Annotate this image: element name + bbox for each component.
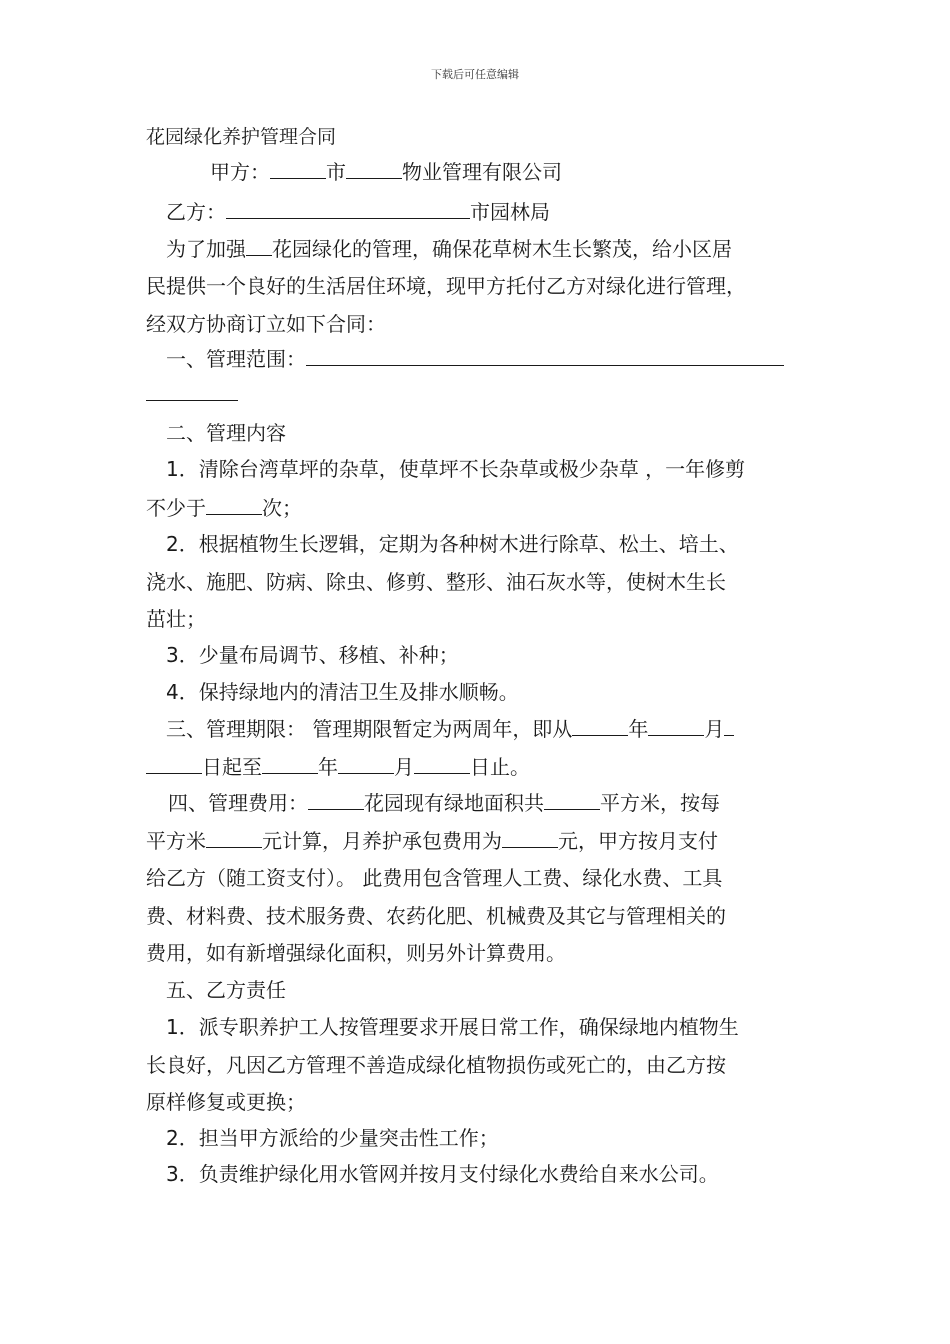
- section-4-line-5: 费用，如有新增强绿化面积，则另外计算费用。: [146, 941, 566, 965]
- blank-underline: [206, 827, 262, 848]
- section-text: 元，甲方按月支付: [558, 829, 718, 853]
- section-2-item-4: 4．保持绿地内的清洁卫生及排水顺畅。: [166, 680, 519, 704]
- blank-underline: [262, 753, 318, 774]
- section-5-item-1b: 长良好，凡因乙方管理不善造成绿化植物损伤或死亡的，由乙方按: [146, 1053, 726, 1077]
- section-text: 月: [394, 755, 414, 779]
- section-4-line-4: 费、材料费、技术服务费、农药化肥、机械费及其它与管理相关的: [146, 904, 726, 928]
- blank-underline: [544, 789, 600, 810]
- blank-underline: [346, 158, 402, 179]
- party-a-city: 市: [326, 160, 346, 184]
- intro-line-1: [166, 235, 846, 261]
- section-2-item-3: 3．少量布局调节、移植、补种；: [166, 643, 459, 667]
- section-2-item-2c: 茁壮；: [146, 607, 206, 631]
- section-5-item-1a: 1．派专职养护工人按管理要求开展日常工作，确保绿地内植物生: [166, 1015, 739, 1039]
- intro-line-3: 经双方协商订立如下合同：: [146, 312, 386, 336]
- blank-underline: [206, 494, 262, 515]
- section-text: 日起至: [202, 755, 262, 779]
- section-text: 月: [704, 717, 725, 741]
- section-3-line-2: [146, 753, 826, 779]
- blank-underline: [502, 827, 558, 848]
- party-b-label: 乙方：: [166, 200, 226, 224]
- section-5-item-1c: 原样修复或更换；: [146, 1090, 306, 1114]
- page-header: 下载后可任意编辑: [431, 68, 519, 81]
- blank-underline: [338, 753, 394, 774]
- section-2-heading: 二、管理内容: [166, 421, 286, 445]
- party-b-suffix: 市园林局: [470, 200, 550, 224]
- party-a-suffix: 物业管理有限公司: [402, 160, 562, 184]
- section-text: 三、管理期限： 管理期限暂定为两周年，即从: [166, 717, 573, 741]
- blank-underline: [724, 715, 734, 736]
- blank-underline: [146, 753, 202, 774]
- blank-underline: [572, 715, 628, 736]
- section-2-item-1a: 1．清除台湾草坪的杂草，使草坪不长杂草或极少杂草 ，一年修剪: [166, 457, 746, 481]
- party-a-label: 甲方：: [210, 160, 270, 184]
- blank-underline: [270, 158, 326, 179]
- blank-underline: [246, 235, 272, 256]
- blank-underline: [146, 380, 238, 401]
- section-text: 平方米: [146, 829, 206, 853]
- section-text: 年: [318, 755, 338, 779]
- section-5-item-3: 3．负责维护绿化用水管网并按月支付绿化水费给自来水公司。: [166, 1162, 719, 1186]
- section-3-line-1: [166, 715, 846, 741]
- section-text: 四、管理费用：: [168, 791, 308, 815]
- blank-underline: [414, 753, 470, 774]
- intro-text: 为了加强: [166, 237, 246, 261]
- section-text: 元计算，月养护承包费用为: [262, 829, 502, 853]
- intro-text: 花园绿化的管理，确保花草树木生长繁茂，给小区居: [272, 237, 732, 261]
- section-text: 日止。: [470, 755, 530, 779]
- section-2-item-2b: 浇水、施肥、防病、除虫、修剪、整形、油石灰水等，使树木生长: [146, 570, 726, 594]
- party-b-line: [166, 198, 846, 224]
- party-a-line: [210, 158, 890, 184]
- section-4-line-1: [168, 789, 848, 815]
- section-text: 年: [628, 717, 649, 741]
- section-1-continuation: [146, 380, 826, 406]
- item-text: 不少于: [146, 496, 206, 520]
- section-4-line-3: 给乙方（随工资支付）。 此费用包含管理人工费、绿化水费、工具: [146, 866, 723, 890]
- blank-underline: [648, 715, 704, 736]
- section-4-line-2: [146, 827, 826, 853]
- blank-underline: [308, 789, 364, 810]
- section-2-item-1b: [146, 494, 826, 520]
- section-2-item-2a: 2．根据植物生长逻辑，定期为各种树木进行除草、松土、培土、: [166, 532, 739, 556]
- section-heading: 一、管理范围：: [166, 347, 306, 371]
- contract-title: 花园绿化养护管理合同: [146, 126, 337, 148]
- intro-line-2: 民提供一个良好的生活居住环境，现甲方托付乙方对绿化进行管理，: [146, 274, 746, 298]
- section-5-item-2: 2．担当甲方派给的少量突击性工作；: [166, 1126, 499, 1150]
- section-text: 花园现有绿地面积共: [364, 791, 544, 815]
- section-1-heading: [166, 345, 846, 371]
- blank-underline: [226, 198, 470, 219]
- blank-underline: [306, 345, 784, 366]
- item-text: 次；: [262, 496, 302, 520]
- section-5-heading: 五、乙方责任: [166, 978, 286, 1002]
- section-text: 平方米，按每: [600, 791, 720, 815]
